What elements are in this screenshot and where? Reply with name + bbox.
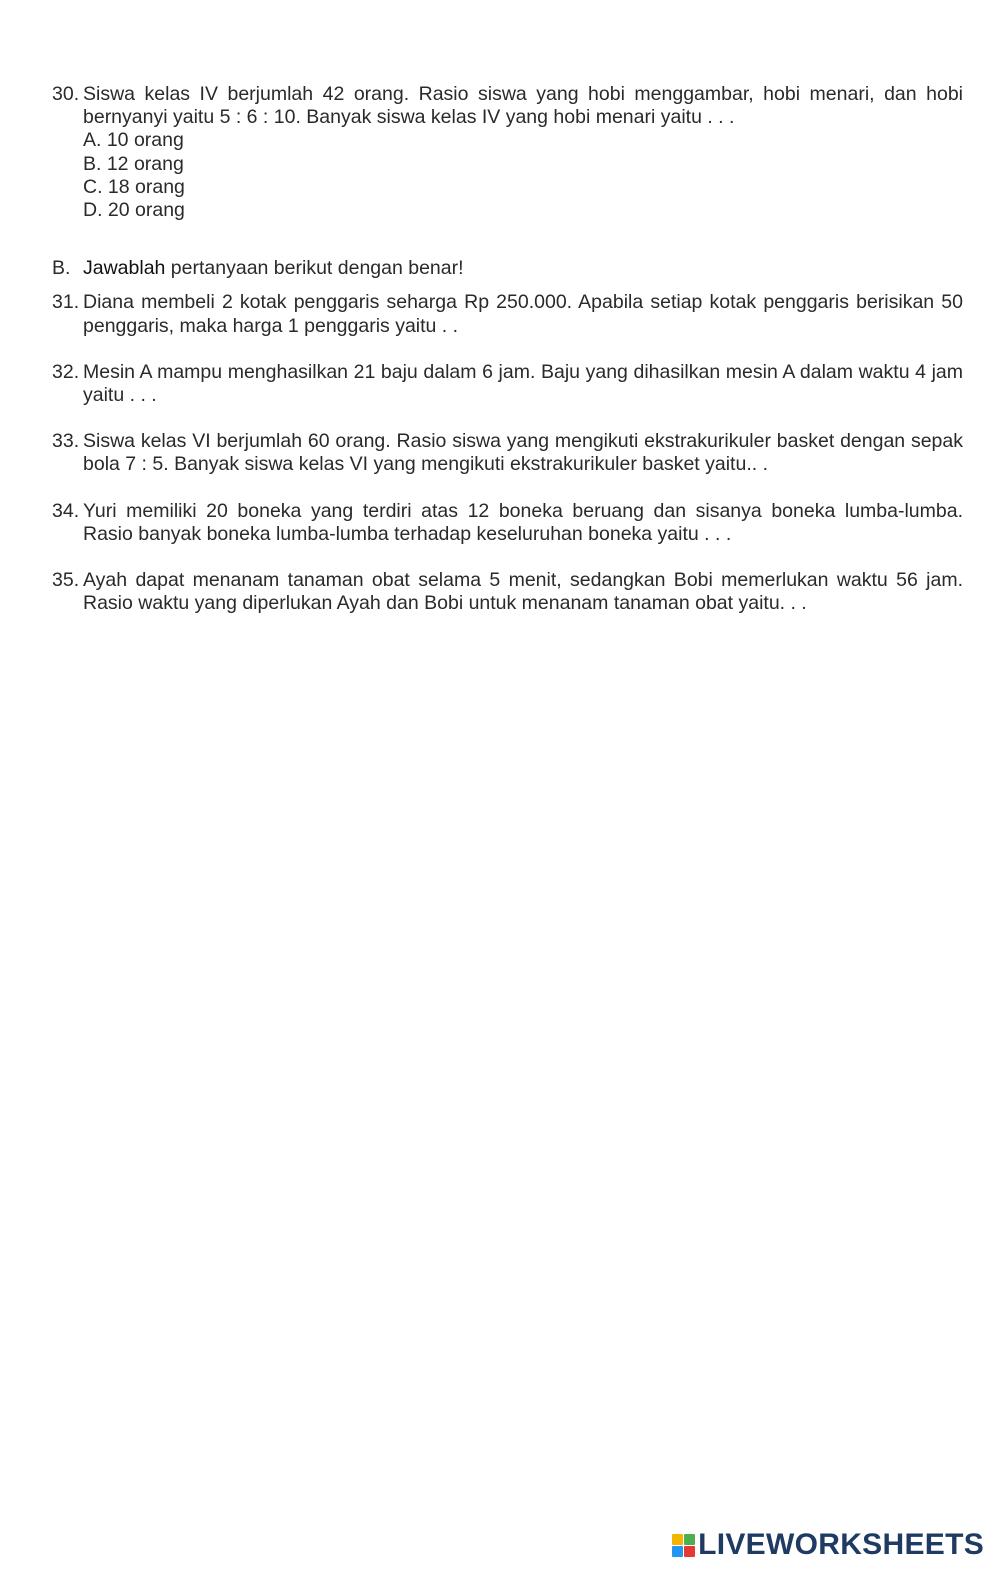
question-text: Mesin A mampu menghasilkan 21 baju dalam 6 jam. Baju yang dihasilkan mesin A dalam waktu 4 jam yaitu . . . (83, 360, 963, 407)
logo-square-1 (672, 1534, 683, 1545)
question-33 (52, 430, 963, 476)
question-number: 35. (52, 569, 80, 592)
option-c[interactable]: C. 18 orang (83, 175, 185, 198)
question-34 (52, 500, 963, 546)
question-text: Yuri memiliki 20 boneka yang terdiri atas 12 boneka beruang dan sisanya boneka lumba-lumba. Rasio banyak boneka lumba-lumba terhadap keseluruhan boneka yaitu . . . (83, 499, 963, 545)
question-number: 32. (52, 360, 80, 383)
question-number: 34. (52, 499, 80, 522)
question-text: Diana membeli 2 kotak penggaris seharga Rp 250.000. Apabila setiap kotak penggaris berisikan 50 penggaris, maka harga 1 penggaris yaitu . . (83, 291, 963, 337)
question-number: 31. (52, 291, 80, 314)
question-number: 30. (52, 83, 80, 105)
logo-square-4 (684, 1546, 695, 1557)
question-text: Siswa kelas VI berjumlah 60 orang. Rasio siswa yang mengikuti ekstrakurikuler basket dengan sepak bola 7 : 5. Banyak siswa kelas VI yang mengikuti ekstrakurikuler basket yaitu.. . (83, 430, 963, 476)
logo-square-2 (684, 1534, 695, 1545)
question-30 (52, 83, 963, 222)
instruction-emphasis: Jawablah (83, 257, 166, 280)
question-number: 33. (52, 430, 80, 453)
option-b[interactable]: B. 12 orang (83, 152, 184, 175)
logo-square-3 (672, 1546, 683, 1557)
option-a[interactable]: A. 10 orang (83, 129, 184, 152)
section-letter: B. (52, 257, 71, 280)
instruction-text: pertanyaan berikut dengan benar! (165, 257, 464, 280)
option-d[interactable]: D. 20 orang (83, 199, 185, 222)
worksheet-page (52, 83, 963, 615)
section-b-heading (52, 257, 963, 280)
section-instruction (83, 257, 464, 280)
question-text: Siswa kelas IV berjumlah 42 orang. Rasio siswa yang hobi menggambar, hobi menari, dan hobi bernyanyi yaitu 5 : 6 : 10. Banyak siswa kelas IV yang hobi menari yaitu . . . (83, 83, 963, 129)
logo-grid-icon (672, 1534, 695, 1557)
question-32 (52, 361, 963, 407)
question-31 (52, 291, 963, 337)
question-35 (52, 569, 963, 615)
answer-options (83, 129, 963, 222)
logo-text: LIVEWORKSHEETS (698, 1528, 984, 1561)
question-body (83, 83, 963, 222)
question-text: Ayah dapat menanam tanaman obat selama 5 menit, sedangkan Bobi memerlukan waktu 56 jam. Rasio waktu yang diperlukan Ayah dan Bobi untuk menanam tanaman obat yaitu. . . (83, 569, 963, 615)
spacer (52, 222, 963, 257)
liveworksheets-logo[interactable] (672, 1530, 984, 1560)
essay-question-list (52, 291, 963, 615)
